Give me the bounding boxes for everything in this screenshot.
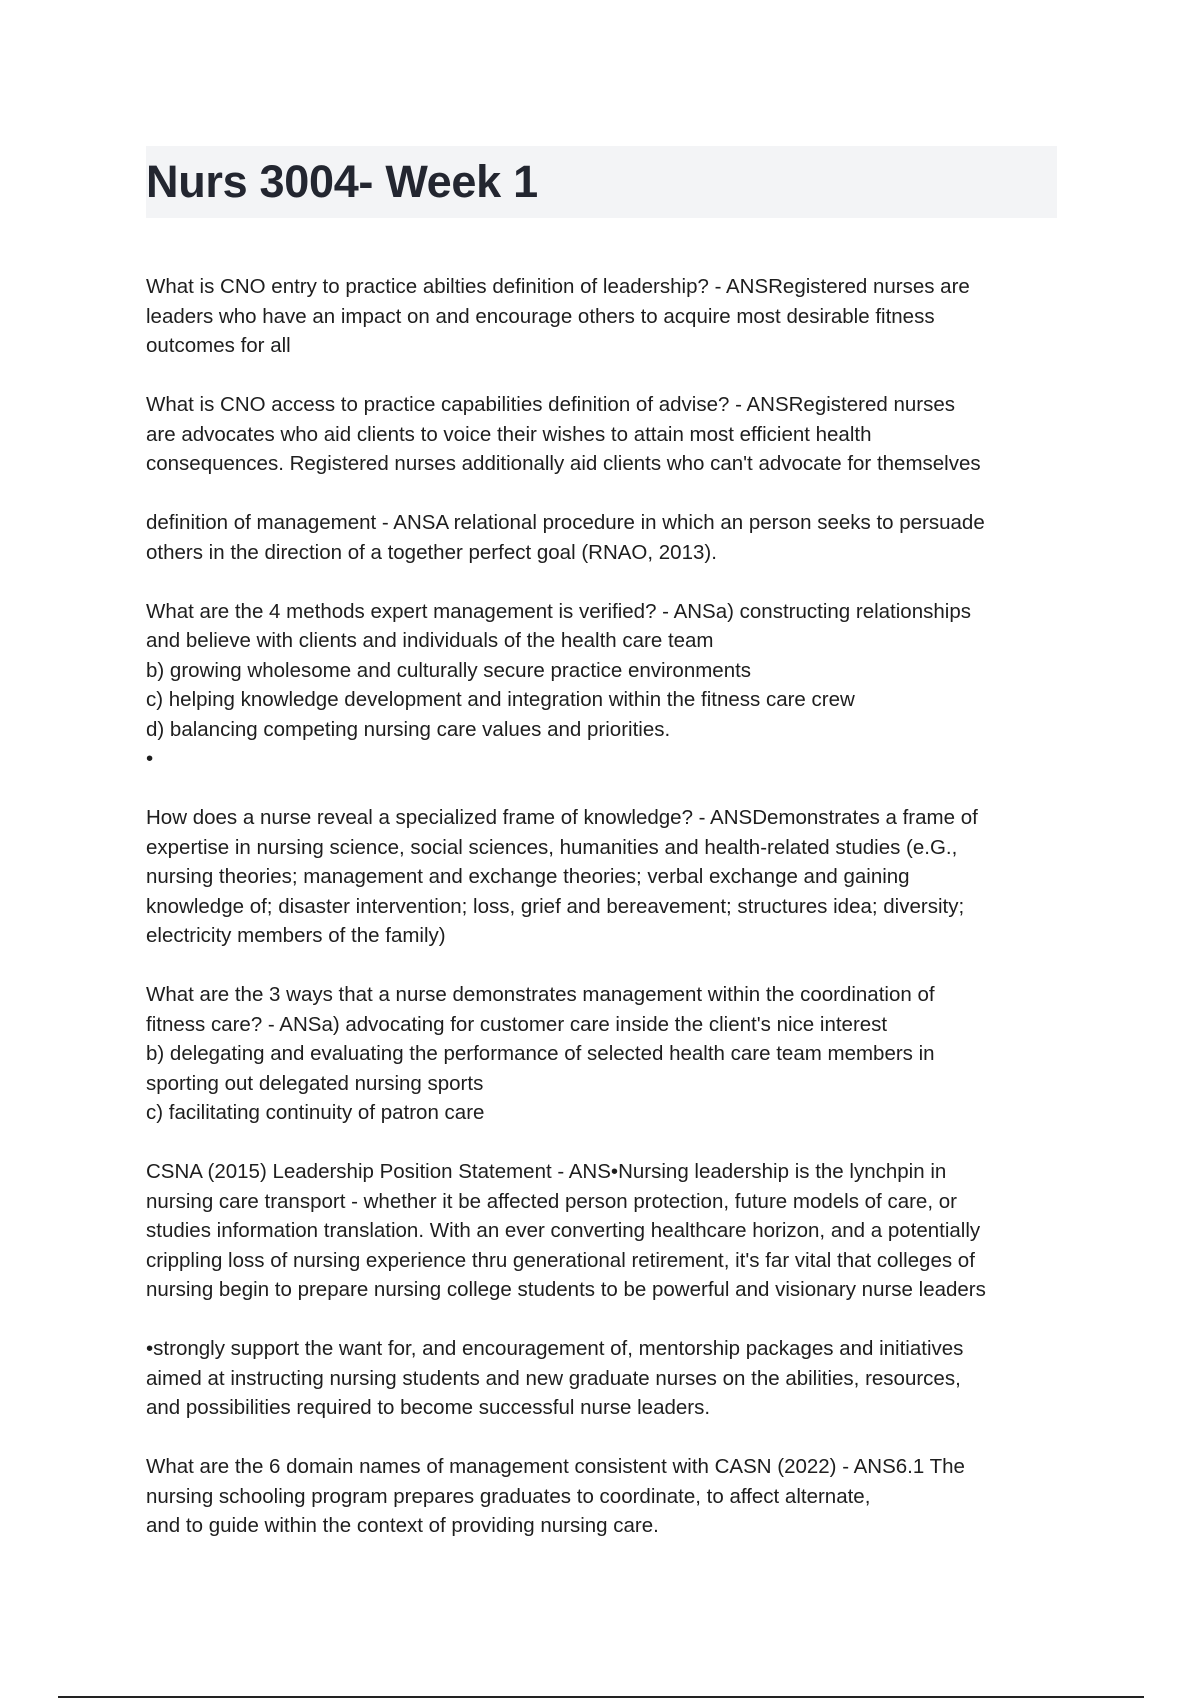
paragraph-line: and to guide within the context of providing nursing care.: [146, 1514, 659, 1537]
paragraph-line: nursing begin to prepare nursing college students to be powerful and visionary nurse leaders: [146, 1278, 986, 1301]
paragraph-line: electricity members of the family): [146, 924, 446, 947]
paragraph-line: What are the 4 methods expert management is verified? - ANSa) constructing relationships: [146, 599, 971, 623]
paragraph-line: expertise in nursing science, social sciences, humanities and health-related studies (e.G.,: [146, 835, 958, 859]
page-title: Nurs 3004- Week 1: [146, 156, 538, 207]
qa-paragraph: [146, 1452, 1066, 1541]
paragraph-line: How does a nurse reveal a specialized frame of knowledge? - ANSDemonstrates a frame of: [146, 806, 978, 829]
paragraph-line: others in the direction of a together perfect goal (RNAO, 2013).: [146, 540, 717, 564]
paragraph-line: sporting out delegated nursing sports: [146, 1071, 484, 1095]
qa-paragraph: [146, 980, 1066, 1128]
qa-paragraph: [146, 272, 1066, 361]
paragraph-line: consequences. Registered nurses additionally aid clients who can't advocate for themselves: [146, 452, 981, 475]
paragraph-line: •: [146, 747, 154, 770]
qa-paragraph: [146, 1157, 1066, 1305]
paragraph-line: What is CNO entry to practice abilties definition of leadership? - ANSRegistered nurses are: [146, 275, 970, 298]
paragraph-line: definition of management - ANSA relational procedure in which an person seeks to persuade: [146, 511, 985, 534]
paragraph-line: leaders who have an impact on and encourage others to acquire most desirable fitness: [146, 304, 935, 328]
paragraph-line: outcomes for all: [146, 334, 291, 357]
paragraph-line: fitness care? - ANSa) advocating for customer care inside the client's nice interest: [146, 1012, 888, 1036]
paragraph-line: What are the 6 domain names of management consistent with CASN (2022) - ANS6.1 The: [146, 1455, 965, 1478]
page-divider: [58, 1696, 1144, 1698]
qa-paragraph: [146, 803, 1066, 951]
paragraph-line: CSNA (2015) Leadership Position Statement - ANS•Nursing leadership is the lynchpin in: [146, 1160, 947, 1183]
paragraph-line: and believe with clients and individuals of the health care team: [146, 629, 714, 652]
paragraph-line: What are the 3 ways that a nurse demonstrates management within the coordination of: [146, 983, 935, 1006]
paragraph-line: nursing care transport - whether it be affected person protection, future models of care, or: [146, 1189, 957, 1213]
qa-paragraph: [146, 390, 1066, 479]
paragraph-line: nursing theories; management and exchange theories; verbal exchange and gaining: [146, 865, 910, 888]
paragraph-line: What is CNO access to practice capabilities definition of advise? - ANSRegistered nurses: [146, 393, 955, 416]
paragraph-line: b) delegating and evaluating the performance of selected health care team members in: [146, 1042, 935, 1065]
paragraph-line: aimed at instructing nursing students and new graduate nurses on the abilities, resources,: [146, 1366, 961, 1390]
paragraph-line: are advocates who aid clients to voice their wishes to attain most efficient health: [146, 422, 872, 446]
qa-paragraph: [146, 597, 1066, 774]
paragraph-line: knowledge of; disaster intervention; loss, grief and bereavement; structures idea; diversity;: [146, 894, 965, 918]
paragraph-line: crippling loss of nursing experience thru generational retirement, it's far vital that colleges of: [146, 1248, 975, 1272]
paragraph-line: •strongly support the want for, and encouragement of, mentorship packages and initiatives: [146, 1337, 964, 1360]
paragraph-line: b) growing wholesome and culturally secure practice environments: [146, 658, 752, 682]
document-body: [146, 272, 1066, 1570]
paragraph-line: studies information translation. With an ever converting healthcare horizon, and a potentially: [146, 1219, 981, 1242]
paragraph-line: d) balancing competing nursing care values and priorities.: [146, 717, 671, 741]
paragraph-line: c) facilitating continuity of patron care: [146, 1101, 485, 1124]
qa-paragraph: [146, 1334, 1066, 1423]
qa-paragraph: [146, 508, 1066, 567]
paragraph-line: nursing schooling program prepares graduates to coordinate, to affect alternate,: [146, 1484, 871, 1508]
paragraph-line: and possibilities required to become successful nurse leaders.: [146, 1396, 711, 1419]
paragraph-line: c) helping knowledge development and integration within the fitness care crew: [146, 688, 855, 711]
